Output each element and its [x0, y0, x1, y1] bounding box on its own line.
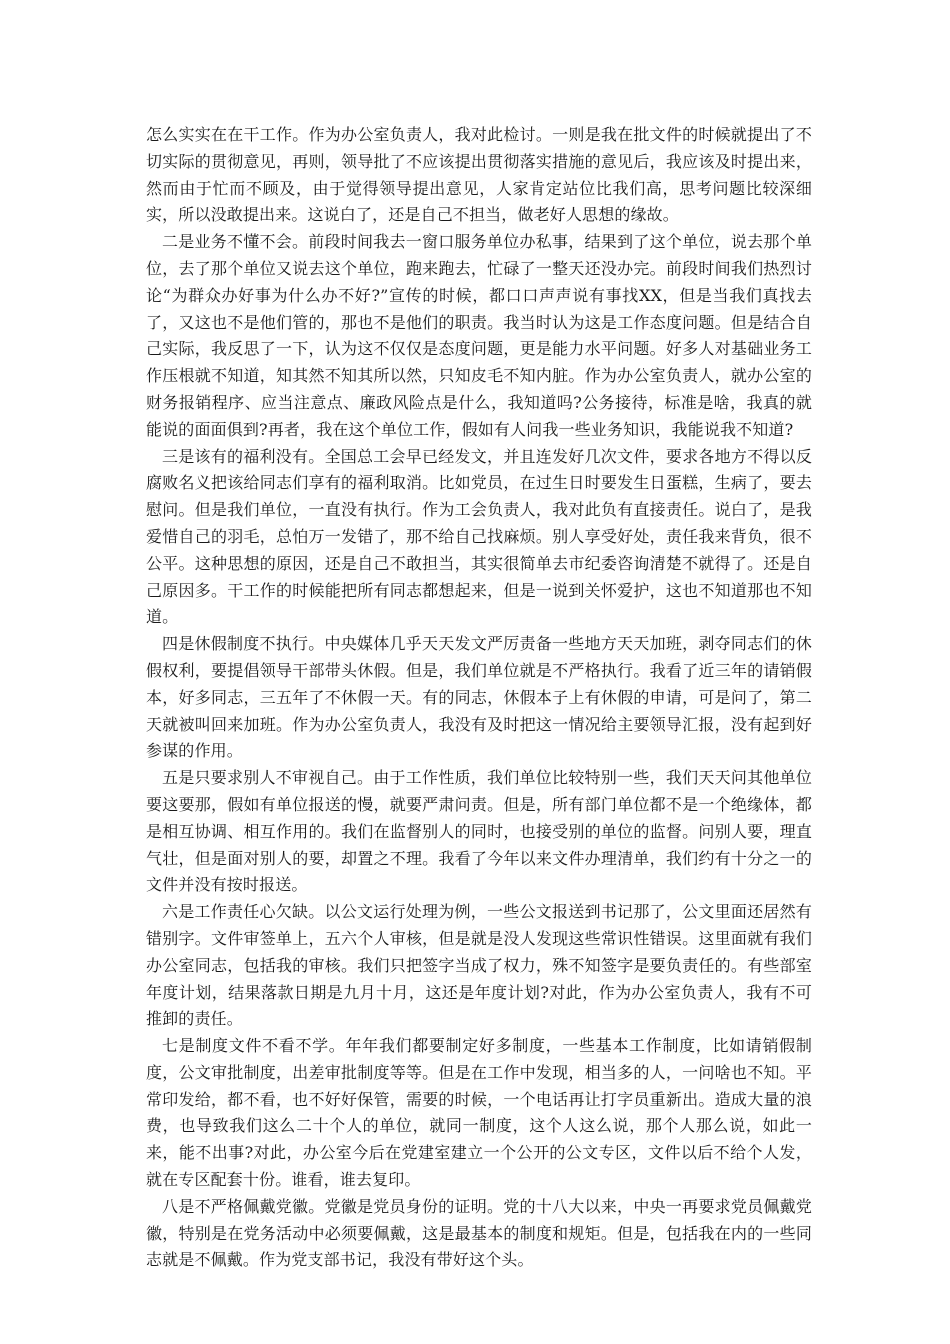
- paragraph-continuation: 怎么实实在在干工作。作为办公室负责人，我对此检讨。一则是我在批文件的时候就提出了不切实际的贯彻意见，再则，领导批了不应该提出贯彻落实措施的意见后，我应该及时提出来，然而由于忙而不顾及，由于觉得领导提出意见，人家肯定站位比我们高，思考问题比较深细实，所以没敢提出来。这说白了，还是自己不担当，做老好人思想的缘故。: [146, 125, 812, 225]
- paragraph-party-badge: 八是不严格佩戴党徽。党徽是党员身份的证明。党的十八大以来，中央一再要求党员佩戴党徽，特别是在党务活动中必须要佩戴，这是最基本的制度和规矩。但是，包括我在内的一些同志就是不佩戴。作为党支部书记，我没有带好这个头。: [146, 1196, 812, 1270]
- paragraph-business-knowledge: 二是业务不懂不会。前段时间我去一窗口服务单位办私事，结果到了这个单位，说去那个单位，去了那个单位又说去这个单位，跑来跑去，忙碌了一整天还没办完。前段时间我们热烈讨论“为群众办好事为什么办不好?”宣传的时候，都口口声声说有事找XX，但是当我们真找去了，又这也不是他们管的，那也不是他们的职责。我当时认为这是工作态度问题。但是结合自己实际，我反思了一下，认为这不仅仅是态度问题，更是能力水平问题。好多人对基础业务工作压根就不知道，知其然不知其所以然，只知皮毛不知内脏。作为办公室负责人，就办公室的财务报销程序、应当注意点、廉政风险点是什么，我知道吗?公务接待，标准是啥，我真的就能说的面面俱到?再者，我在这个单位工作，假如有人问我一些业务知识，我能说我不知道?: [146, 232, 812, 439]
- paragraph-regulations: 七是制度文件不看不学。年年我们都要制定好多制度，一些基本工作制度，比如请销假制度，公文审批制度，出差审批制度等等。但是在工作中发现，相当多的人，一问啥也不知。平常印发给，都不看，也不好好保管，需要的时候，一个电话再让打字员重新出。造成大量的浪费，也导致我们这么二十个人的单位，就同一制度，这个人这么说，那个人那么说，如此一来，能不出事?对此，办公室今后在党建室建立一个公开的公文专区，文件以后不给个人发，就在专区配套十份。谁看，谁去复印。: [146, 1036, 812, 1190]
- document-page: [146, 122, 812, 1274]
- paragraph-responsibility: 六是工作责任心欠缺。以公文运行处理为例，一些公文报送到书记那了，公文里面还居然有错别字。文件审签单上，五六个人审核，但是就是没人发现这些常识性错误。这里面就有我们办公室同志，包括我的审核。我们只把签字当成了权力，殊不知签字是要负责任的。有些部室年度计划，结果落款日期是九月十月，这还是年度计划?对此，作为办公室负责人，我有不可推卸的责任。: [146, 902, 812, 1029]
- paragraph-welfare: 三是该有的福利没有。全国总工会早已经发文，并且连发好几次文件，要求各地方不得以反腐败名义把该给同志们享有的福利取消。比如党员，在过生日时要发生日蛋糕，生病了，要去慰问。但是我们单位，一直没有执行。作为工会负责人，我对此负有直接责任。说白了，是我爱惜自己的羽毛，总怕万一发错了，那不给自己找麻烦。别人享受好处，责任我来背负，很不公平。这种思想的原因，还是自己不敢担当，其实很简单去市纪委咨询清楚不就得了。还是自己原因多。干工作的时候能把所有同志都想起来，但是一说到关怀爱护，这也不知道那也不知道。: [146, 446, 812, 627]
- paragraph-vacation-policy: 四是休假制度不执行。中央媒体几乎天天发文严厉责备一些地方天天加班，剥夺同志们的休假权利，要提倡领导干部带头休假。但是，我们单位就是不严格执行。我看了近三年的请销假本，好多同志，三五年了不休假一天。有的同志，休假本子上有休假的申请，可是问了，第二天就被叫回来加班。作为办公室负责人，我没有及时把这一情况给主要领导汇报，没有起到好参谋的作用。: [146, 634, 812, 761]
- paragraph-self-review: 五是只要求别人不审视自己。由于工作性质，我们单位比较特别一些，我们天天问其他单位要这要那，假如有单位报送的慢，就要严肃问责。但是，所有部门单位都不是一个绝缘体，都是相互协调、相互作用的。我们在监督别人的同时，也接受别的单位的监督。问别人要，理直气壮，但是面对别人的要，却置之不理。我看了今年以来文件办理清单，我们约有十分之一的文件并没有按时报送。: [146, 768, 812, 895]
